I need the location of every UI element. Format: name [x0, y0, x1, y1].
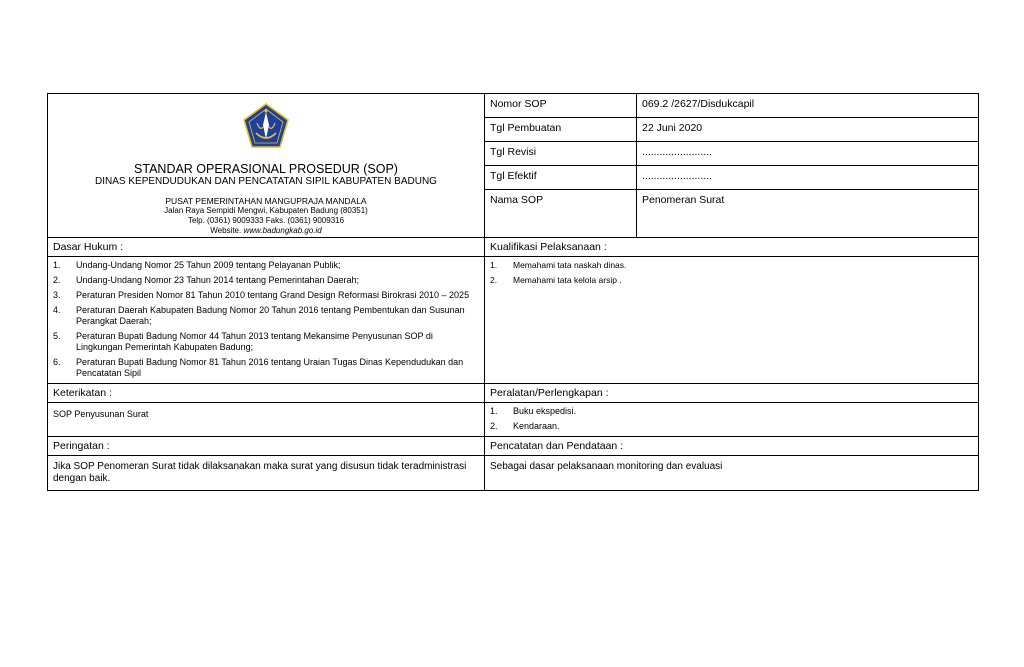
meta-label-tgl-revisi: Tgl Revisi: [485, 142, 637, 166]
dasar-hukum-list: [48, 257, 484, 383]
list-number: 4.: [53, 305, 61, 315]
peringatan-heading: Peringatan :: [48, 437, 485, 456]
meta-value-tgl-revisi: ........................: [637, 142, 979, 166]
badung-emblem-icon: [242, 103, 290, 149]
section-heading-row-2: [48, 384, 979, 403]
kualifikasi-heading: Kualifikasi Pelaksanaan :: [485, 238, 979, 257]
list-item: [490, 260, 973, 271]
dasar-hukum-heading: Dasar Hukum :: [48, 238, 485, 257]
list-item: [53, 305, 479, 327]
list-text: Memahami tata kelola arsip .: [513, 275, 622, 285]
meta-value-nomor: 069.2 /2627/Disdukcapil: [637, 94, 979, 118]
kualifikasi-list: [485, 257, 978, 290]
website-label: Website.: [210, 226, 242, 235]
meta-value-tgl-efektif: ........................: [637, 166, 979, 190]
list-text: Peraturan Bupati Badung Nomor 44 Tahun 2013 tentang Mekansime Penyusunan SOP di Lingkungan Pemerintah Kabupaten Badung;: [76, 331, 433, 352]
section-body-row-2: [48, 403, 979, 437]
list-item: [53, 290, 479, 301]
list-item: [53, 260, 479, 271]
list-number: 6.: [53, 357, 61, 367]
meta-label-tgl-efektif: Tgl Efektif: [485, 166, 637, 190]
list-item: [53, 331, 479, 353]
phone-text: Telp. (0361) 9009333 Faks. (0361) 9009316: [187, 216, 345, 225]
list-number: 2.: [490, 275, 498, 285]
peralatan-body: [485, 403, 979, 437]
meta-value-tgl-pembuatan: 22 Juni 2020: [637, 118, 979, 142]
peralatan-list: [485, 403, 978, 436]
list-number: 5.: [53, 331, 61, 341]
address-text: Jalan Raya Sempidi Mengwi, Kabupaten Badung (80351): [164, 206, 368, 215]
pencatatan-heading: Pencatatan dan Pendataan :: [485, 437, 979, 456]
list-item: [53, 275, 479, 286]
peralatan-heading: Peralatan/Perlengkapan :: [485, 384, 979, 403]
list-number: 1.: [53, 260, 61, 270]
dasar-hukum-body: [48, 257, 485, 384]
website-link[interactable]: www.badungkab.go.id: [243, 226, 322, 235]
header-cell: [48, 94, 485, 238]
list-item: [490, 406, 973, 417]
meta-value-nama-sop: Penomeran Surat: [637, 190, 979, 238]
section-heading-row-1: [48, 238, 979, 257]
list-item: [490, 421, 973, 432]
peringatan-body: Jika SOP Penomeran Surat tidak dilaksanakan maka surat yang disusun tidak teradministrasi dengan baik.: [48, 456, 485, 491]
list-text: Memahami tata naskah dinas.: [513, 260, 627, 270]
list-number: 1.: [490, 260, 498, 270]
meta-label-nomor: Nomor SOP: [485, 94, 637, 118]
kualifikasi-body: [485, 257, 979, 384]
list-item: [490, 275, 973, 286]
list-text: Undang-Undang Nomor 25 Tahun 2009 tentang Pelayanan Publik;: [76, 260, 341, 270]
meta-row-1: [48, 94, 979, 118]
list-number: 1.: [490, 406, 498, 416]
sop-table: [47, 93, 979, 491]
section-heading-row-3: [48, 437, 979, 456]
list-text: Undang-Undang Nomor 23 Tahun 2014 tentang Pemerintahan Daerah;: [76, 275, 360, 285]
list-text: Peraturan Presiden Nomor 81 Tahun 2010 tentang Grand Design Reformasi Birokrasi 2010 – 2025: [76, 290, 470, 300]
keterikatan-heading: Keterikatan :: [48, 384, 485, 403]
list-text: Kendaraan.: [513, 421, 560, 431]
department-name: DINAS KEPENDUDUKAN DAN PENCATATAN SIPIL KABUPATEN BADUNG: [95, 176, 437, 187]
list-text: Peraturan Daerah Kabupaten Badung Nomor 20 Tahun 2016 tentang Pembentukan dan Susunan Perangkat Daerah;: [76, 305, 465, 326]
list-text: Peraturan Bupati Badung Nomor 81 Tahun 2016 tentang Uraian Tugas Dinas Kependudukan dan Pencatatan Sipil: [76, 357, 464, 378]
list-number: 3.: [53, 290, 61, 300]
section-body-row-1: [48, 257, 979, 384]
website-line: [48, 226, 484, 237]
list-number: 2.: [490, 421, 498, 431]
sop-title: STANDAR OPERASIONAL PROSEDUR (SOP): [134, 162, 398, 176]
center-name: PUSAT PEMERINTAHAN MANGUPRAJA MANDALA: [165, 196, 367, 206]
pencatatan-body: Sebagai dasar pelaksanaan monitoring dan evaluasi: [485, 456, 979, 491]
meta-label-nama-sop: Nama SOP: [485, 190, 637, 238]
keterikatan-body: SOP Penyusunan Surat: [48, 403, 485, 437]
meta-label-tgl-pembuatan: Tgl Pembuatan: [485, 118, 637, 142]
list-item: [53, 357, 479, 379]
section-body-row-3: [48, 456, 979, 491]
list-number: 2.: [53, 275, 61, 285]
list-text: Buku ekspedisi.: [513, 406, 577, 416]
